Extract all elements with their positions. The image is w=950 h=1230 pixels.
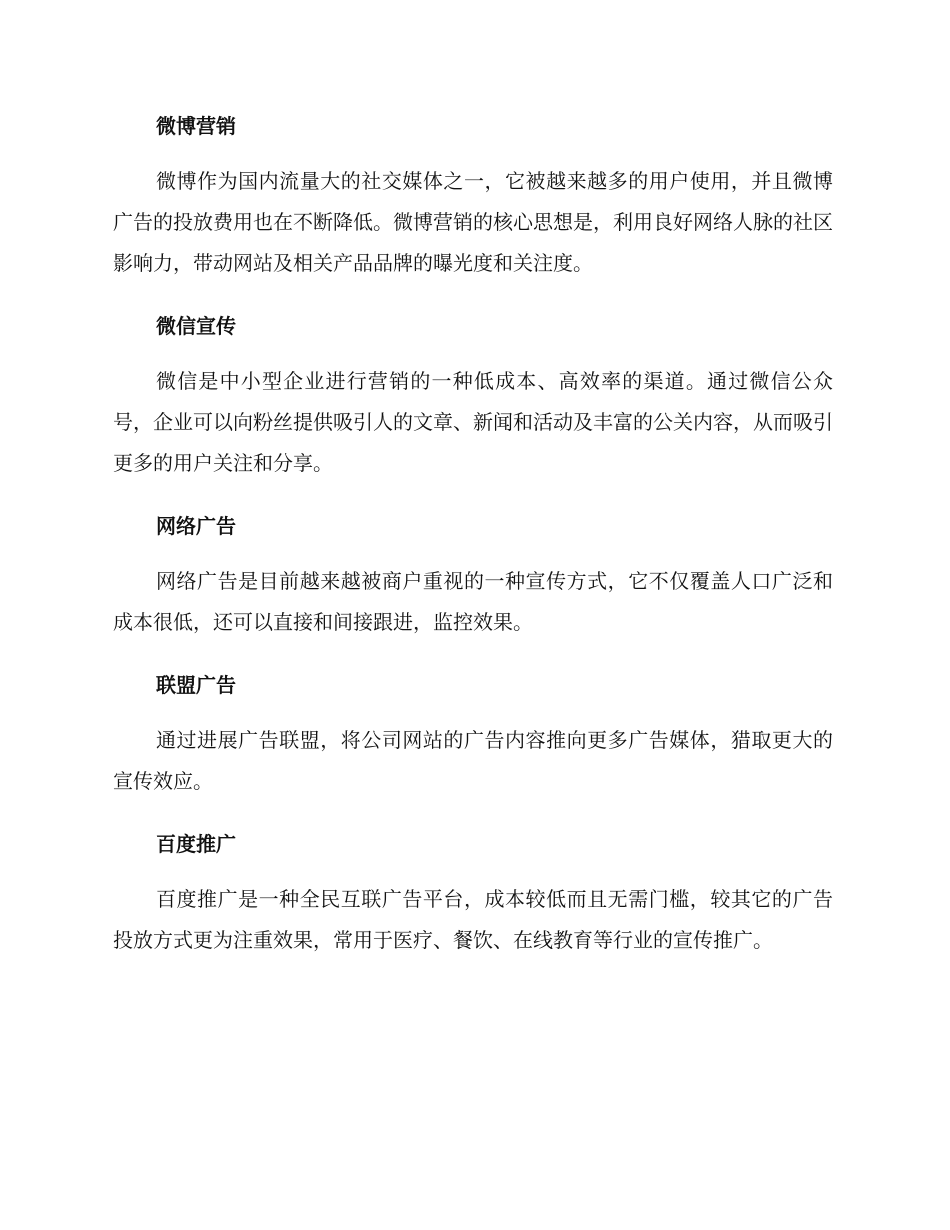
section-heading: 微信宣传 xyxy=(156,314,236,338)
section-paragraph: 网络广告是目前越来越被商户重视的一种宣传方式，它不仅覆盖人口广泛和成本很低，还可以直接和间接跟进，监控效果。 xyxy=(113,569,833,634)
section-baidu-promotion xyxy=(113,823,833,961)
section-heading: 网络广告 xyxy=(156,514,236,538)
section-paragraph: 微信是中小型企业进行营销的一种低成本、高效率的渠道。通过微信公众号，企业可以向粉丝提供吸引人的文章、新闻和活动及丰富的公关内容，从而吸引更多的用户关注和分享。 xyxy=(113,369,833,475)
section-weibo-marketing xyxy=(113,105,833,284)
section-affiliate-ads xyxy=(113,664,833,802)
section-online-ads xyxy=(113,505,833,643)
section-heading: 百度推广 xyxy=(156,832,236,856)
section-paragraph: 微博作为国内流量大的社交媒体之一，它被越来越多的用户使用，并且微博广告的投放费用也在不断降低。微博营销的核心思想是，利用良好网络人脉的社区影响力，带动网站及相关产品品牌的曝光度和关注度。 xyxy=(113,169,833,275)
section-paragraph: 通过进展广告联盟，将公司网站的广告内容推向更多广告媒体，猎取更大的宣传效应。 xyxy=(113,728,833,793)
section-heading: 微博营销 xyxy=(156,114,236,138)
section-wechat-promotion xyxy=(113,305,833,484)
section-heading: 联盟广告 xyxy=(156,673,236,697)
section-paragraph: 百度推广是一种全民互联广告平台，成本较低而且无需门槛，较其它的广告投放方式更为注重效果，常用于医疗、餐饮、在线教育等行业的宣传推广。 xyxy=(113,887,833,952)
document-content xyxy=(113,105,833,961)
